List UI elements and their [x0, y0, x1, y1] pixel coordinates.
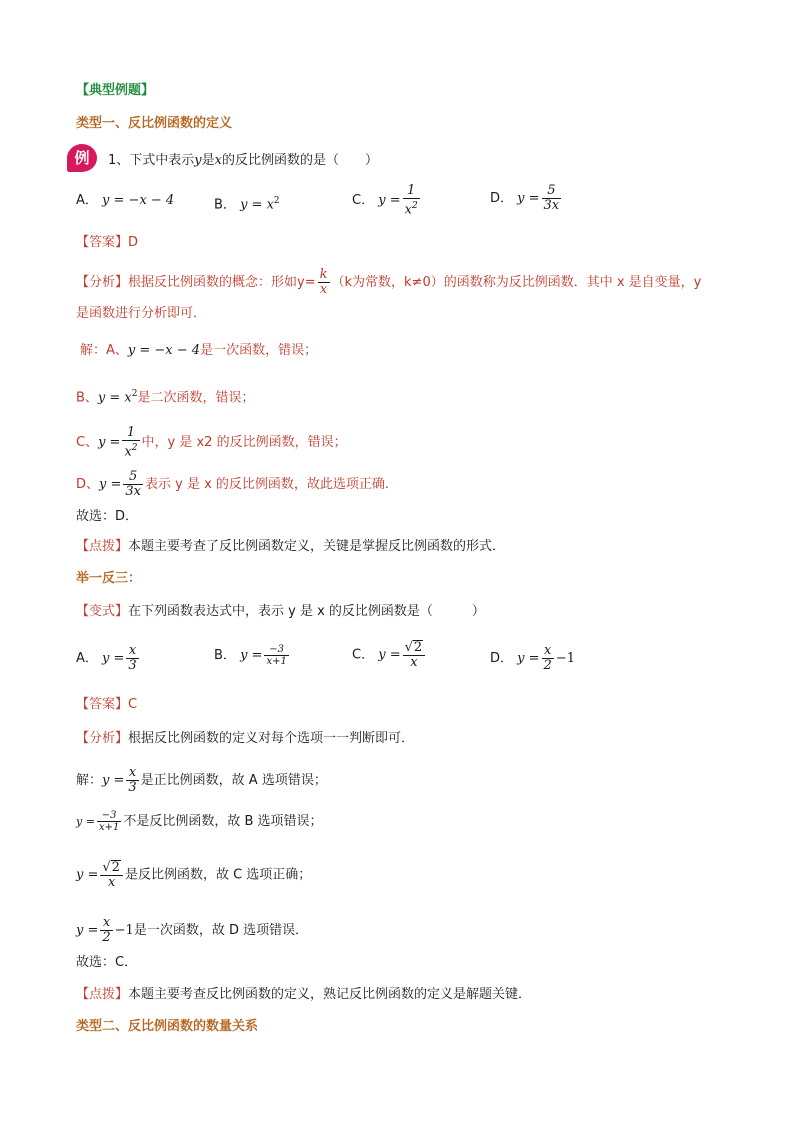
- example1-choose: 故选：D．: [76, 509, 139, 524]
- variant-solution-b: y = $\frac{-3}{x+1}$ 不是反比例函数，故 B 选项错误；: [76, 810, 323, 833]
- variant-comment: 【点拨】本题主要考查反比例函数的定义，熟记反比例函数的定义是解题关键．: [76, 987, 532, 1002]
- variant-answer: 【答案】C: [76, 697, 138, 712]
- example1-solution-c: C、y = $\frac{1}{x^2}$ 中，y 是 x2 的反比例函数，错误；: [76, 425, 347, 460]
- practice-title: 举一反三：: [76, 571, 142, 586]
- variant-solution-d: y = $\frac{x}{2}$ −1是一次函数，故 D 选项错误．: [76, 915, 309, 945]
- example1-solution-a: 解：A、y = −x − 4是一次函数，错误；: [80, 343, 318, 358]
- variant-choose: 故选：C．: [76, 955, 138, 970]
- variant-option-c: C． y = $\frac{√2}{x}$: [352, 640, 427, 670]
- example-badge: 例: [67, 144, 97, 172]
- example1-question: 1、下式中表示y是x的反比例函数的是（ ）: [108, 153, 379, 168]
- variant-option-a: A． y = $\frac{x}{3}$: [76, 643, 137, 673]
- type1-title: 类型一、反比例函数的定义: [76, 116, 233, 131]
- variant-option-b: B． y = $\frac{-3}{x+1}$: [214, 644, 287, 667]
- example1-option-c: C． y = $\frac{1}{x^2}$: [352, 183, 418, 218]
- example1-options: [76, 183, 754, 218]
- variant-analysis: 【分析】根据反比例函数的定义对每个选项一一判断即可．: [76, 731, 415, 746]
- variant-options: [76, 640, 754, 680]
- example1-option-a: A． y = −x − 4: [76, 193, 175, 208]
- example1-option-b: B． $y = x^2$: [214, 196, 280, 213]
- variant-option-d: D． y = $\frac{x}{2}$ −1: [490, 643, 575, 673]
- example1-option-d: D． y = $\frac{5}{3x}$: [490, 183, 560, 213]
- example1-solution-b: B、$y = x^2$是二次函数，错误；: [76, 389, 255, 406]
- type2-title: 类型二、反比例函数的数量关系: [76, 1019, 259, 1034]
- example1-analysis-line2: 是函数进行分析即可．: [76, 306, 207, 321]
- example1-answer: 【答案】D: [76, 235, 139, 250]
- example1-solution-d: D、y = $\frac{5}{3x}$ 表示 y 是 x 的反比例函数，故此选项正确．: [76, 469, 398, 499]
- section-header-typical-examples: 【典型例题】: [76, 83, 155, 98]
- variant-solution-c: y = $\frac{√2}{x}$ 是反比例函数，故 C 选项正确；: [76, 860, 312, 890]
- variant-question: 【变式】在下列函数表达式中，表示 y 是 x 的反比例函数是（ ）: [76, 604, 485, 619]
- variant-solution-a: 解：y = $\frac{x}{3}$ 是正比例函数，故 A 选项错误；: [76, 765, 327, 795]
- example1-comment: 【点拨】本题主要考查了反比例函数定义，关键是掌握反比例函数的形式．: [76, 539, 506, 554]
- example1-analysis-line1: 【分析】根据反比例函数的概念：形如y= $\frac{k}{x}$ （k为常数，k≠0）的函数称为反比例函数．其中 x 是自变量，y: [76, 267, 702, 297]
